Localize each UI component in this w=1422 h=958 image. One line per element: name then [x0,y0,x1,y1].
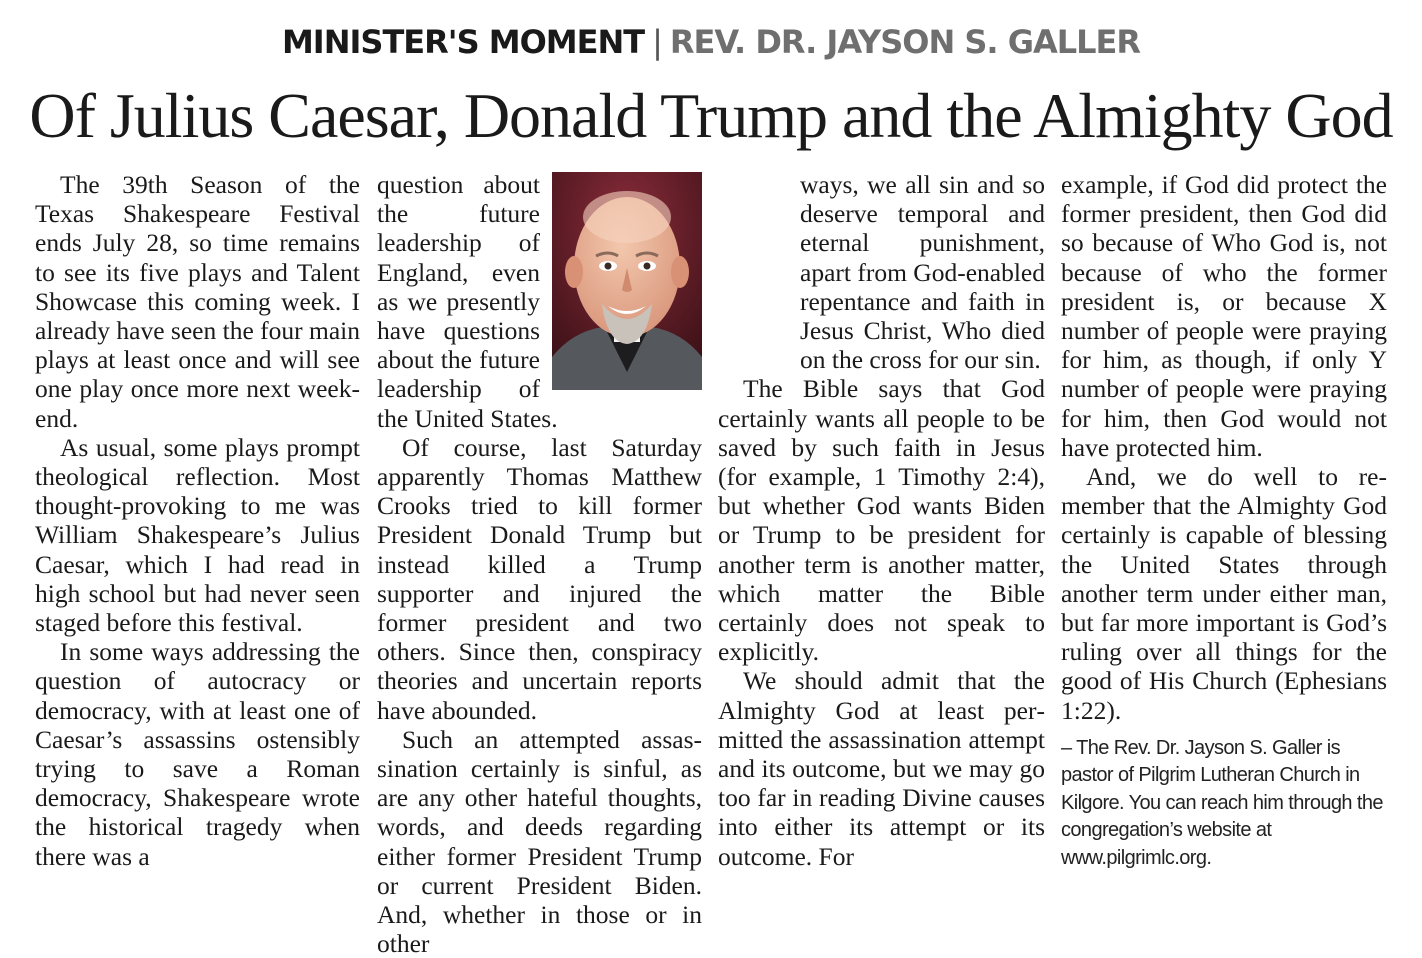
article-column-3 [718,170,1045,871]
author-photo [552,172,702,390]
paragraph: In some ways addressing the question of autocracy or democracy, with at least one of Caesar’s assassins ostensibly trying to save a Roman democracy, Shakespeare wrote the historical tragedy when there was a [35,637,360,871]
paragraph: The 39th Season of the Texas Shakespeare Festival ends July 28, so time remains to see its five plays and Talent Showcase this coming week. I already have seen the four main plays at least once and will see one play once more next weekend. [35,170,360,433]
paragraph: The Bible says that God certainly wants all people to be saved by such faith in Jesus (for example, 1 Timothy 2:4), but whether God wants Biden or Trump to be president for another term is another matter, which matter the Bible certainly does not speak to explicitly. [718,374,1045,667]
paragraph: And, we do well to remember that the Almighty God certainly is capable of blessing the United States through another term under either man, but far more important is God’s ruling over all things for the good of His Church (Ephesians 1:22). [1061,462,1387,725]
author-bio: – The Rev. Dr. Jayson S. Galler is pastor of Pilgrim Lutheran Church in Kilgore. You can reach him through the congregation’s website at www.pilgrimlc.org. [1061,736,1383,869]
column-kicker [0,22,1422,62]
column-name: MINISTER'S MOMENT [281,23,645,61]
article-column-4 [1061,170,1387,872]
article-column-2 [377,170,702,958]
paragraph: Of course, last Saturday apparently Thomas Matthew Crooks tried to kill former President Donald Trump but instead killed a Trump supporter and injured the former president and two others. Since then, conspiracy theories and uncertain reports have abounded. [377,432,702,725]
paragraph: As usual, some plays prompt theological reflection. Most thought-provoking to me was William Shakespeare’s Julius Caesar, which I had read in high school but had never seen staged before this festival. [35,432,360,638]
author-byline: REV. DR. JAYSON S. GALLER [669,23,1141,61]
paragraph: example, if God did protect the former president, then God did so because of Who God is, not because of who the former president is, or because X number of people were praying for him, as though, if only Y number of people were praying for him, then God would not have protected him. [1061,170,1387,462]
author-portrait-icon [552,172,702,390]
paragraph: Such an attempted assassination certainly is sinful, as are any other hateful thoughts, words, and deeds regarding either former President Trump or current President Biden. And, whether in those or in other [377,724,702,958]
paragraph: ways, we all sin and so deserve temporal and eternal punishment, apart from God-enabled repentance and faith in Jesus Christ, Who died on the cross for our sin. [800,170,1045,375]
paragraph: question about the future leadership of England, even as we presently have questions about the future leadership of the United States. [377,170,558,433]
paragraph: We should admit that the Almighty God at least permitted the assassination attempt and its outcome, but we may go too far in reading Divine causes into either its attempt or its outcome. For [718,666,1045,871]
article-headline: Of Julius Caesar, Donald Trump and the Almighty God [29,80,1393,151]
article-column-1 [35,170,360,871]
kicker-separator: | [652,23,662,61]
